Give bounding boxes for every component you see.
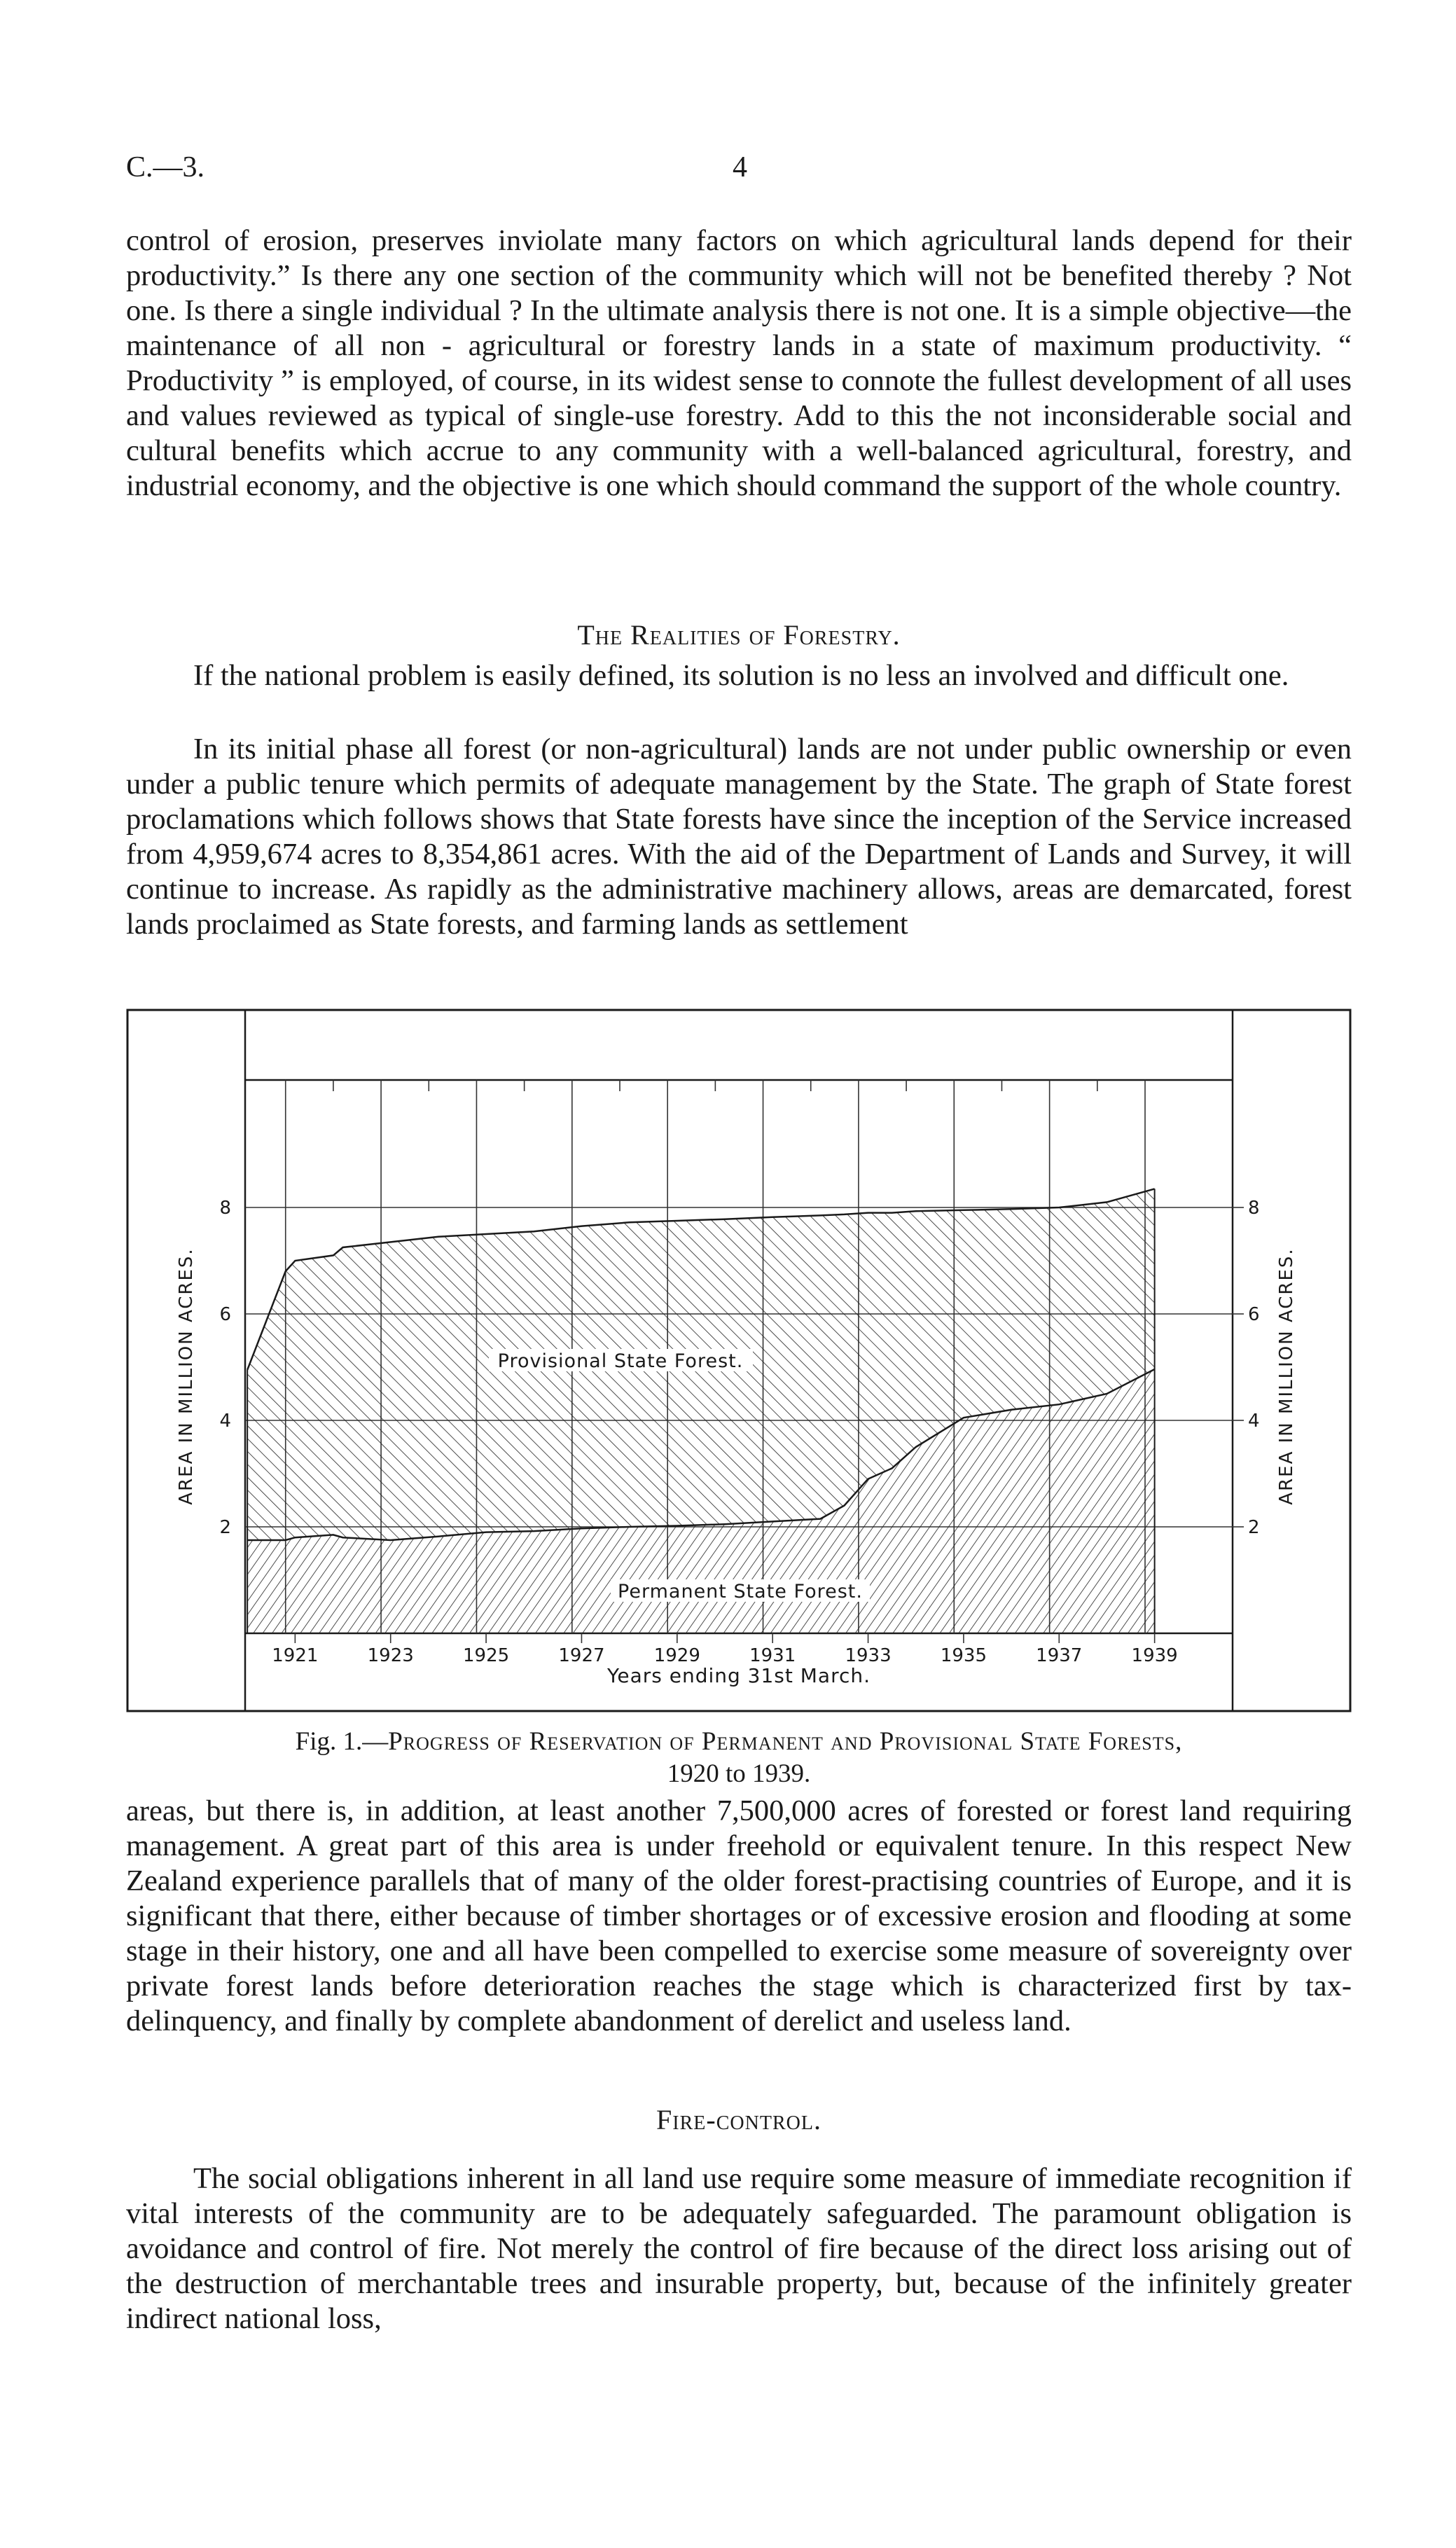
paragraph-private-forest: areas, but there is, in addition, at least another 7,500,000 acres of forested or forest land requiring management. A great part of this area is under freehold or equivalent tenure. In this respect New Zealand experience parallels that of many of the older forest-practising countries of Europe, and it is significant that there, either because of timber shortages or of excessive erosion and flooding at some stage in their history, one and all have been compelled to exercise some measure of sovereignty over private forest lands before deterioration reaches the stage which is characterized first by tax-delinquency, and finally by complete abandonment of derelict and useless land. — [126, 1794, 1352, 2037]
x-tick-label: 1937 — [1036, 1645, 1083, 1666]
x-tick-label: 1925 — [463, 1645, 510, 1666]
y-tick-label-right: 2 — [1248, 1517, 1260, 1538]
x-tick-label: 1923 — [367, 1645, 414, 1666]
permanent-state-forest-label: Permanent State Forest. — [618, 1581, 863, 1602]
area-chart — [126, 1009, 1352, 1712]
caption-years: 1920 to 1939. — [667, 1759, 811, 1788]
x-tick-label: 1939 — [1131, 1645, 1178, 1666]
y-tick-label-right: 6 — [1248, 1304, 1260, 1325]
x-tick-label: 1933 — [845, 1645, 892, 1666]
x-tick-label: 1927 — [558, 1645, 605, 1666]
y-tick-label-left: 6 — [219, 1304, 231, 1325]
y-tick-label-right: 4 — [1248, 1411, 1260, 1432]
paragraph-fire-control: The social obligations inherent in all land use require some measure of immediate recognition if vital interests of the community are to be adequately safeguarded. The paramount obligation is avoidance and control of fire. Not merely the control of fire because of the direct loss arising out of the destruction of merchantable trees and insurable property, but, because of the infinitely greater indirect national loss, — [126, 2162, 1352, 2335]
paragraph-national-problem: If the national problem is easily defined, its solution is no less an involved and difficult one. — [193, 659, 1289, 692]
page-number: 4 — [733, 151, 747, 184]
x-tick-label: 1929 — [653, 1645, 700, 1666]
y-tick-label-left: 8 — [219, 1198, 231, 1219]
section-heading-fire-control: Fire-control. — [656, 2104, 821, 2135]
figure-state-forest-graph — [126, 1009, 1352, 1712]
y-axis-right-ticks — [1233, 1198, 1260, 1538]
provisional-state-forest-label: Provisional State Forest. — [497, 1350, 744, 1372]
document-code: C.—3. — [126, 151, 205, 184]
x-axis-ticks — [272, 1633, 1177, 1666]
paragraph-objective: control of erosion, preserves inviolate many factors on which agricultural lands depend for their productivity.” Is there any one section of the community which will not be benefited thereby ? Not one. Is there a single individual ? In the ultimate analysis there is not one. It is a simple objective—the maintenance of all non - agricultural or forestry lands in a state of maximum productivity. “ Productivity ” is employed, of course, in its widest sense to connote the fullest development of all uses and values reviewed as typical of single-use forestry. Add to this the not inconsiderable social and cultural benefits which accrue to any community with a well-balanced agricultural, forestry, and industrial economy, and the objective is one which should command the support of the whole country. — [126, 224, 1352, 502]
caption-title: Progress of Reservation of Permanent and Provisional State Forests, — [388, 1727, 1183, 1756]
y-axis-left-title: AREA IN MILLION ACRES. — [176, 1247, 197, 1505]
y-axis-right-title: AREA IN MILLION ACRES. — [1276, 1247, 1297, 1505]
paragraph-initial-phase: In its initial phase all forest (or non-agricultural) lands are not under public ownership or even under a public tenure which permits of adequate management by the State. The graph of State forest proclamations which follows shows that State forests have since the inception of the Service increased from 4,959,674 acres to 8,354,861 acres. With the aid of the Department of Lands and Survey, it will continue to increase. As rapidly as the administrative machinery allows, areas are demarcated, forest lands proclaimed as State forests, and farming lands as settlement — [126, 733, 1352, 941]
x-axis-title: Years ending 31st March. — [606, 1664, 871, 1687]
x-tick-label: 1935 — [940, 1645, 987, 1666]
caption-prefix: Fig. 1.— — [295, 1727, 389, 1756]
y-tick-label-right: 8 — [1248, 1198, 1260, 1219]
y-axis-left-ticks — [219, 1198, 231, 1538]
section-heading-realities: The Realities of Forestry. — [577, 619, 901, 651]
y-tick-label-left: 4 — [219, 1411, 231, 1432]
figure-caption — [126, 1726, 1352, 1790]
y-tick-label-left: 2 — [219, 1517, 231, 1538]
x-tick-label: 1921 — [272, 1645, 319, 1666]
x-tick-label: 1931 — [749, 1645, 796, 1666]
